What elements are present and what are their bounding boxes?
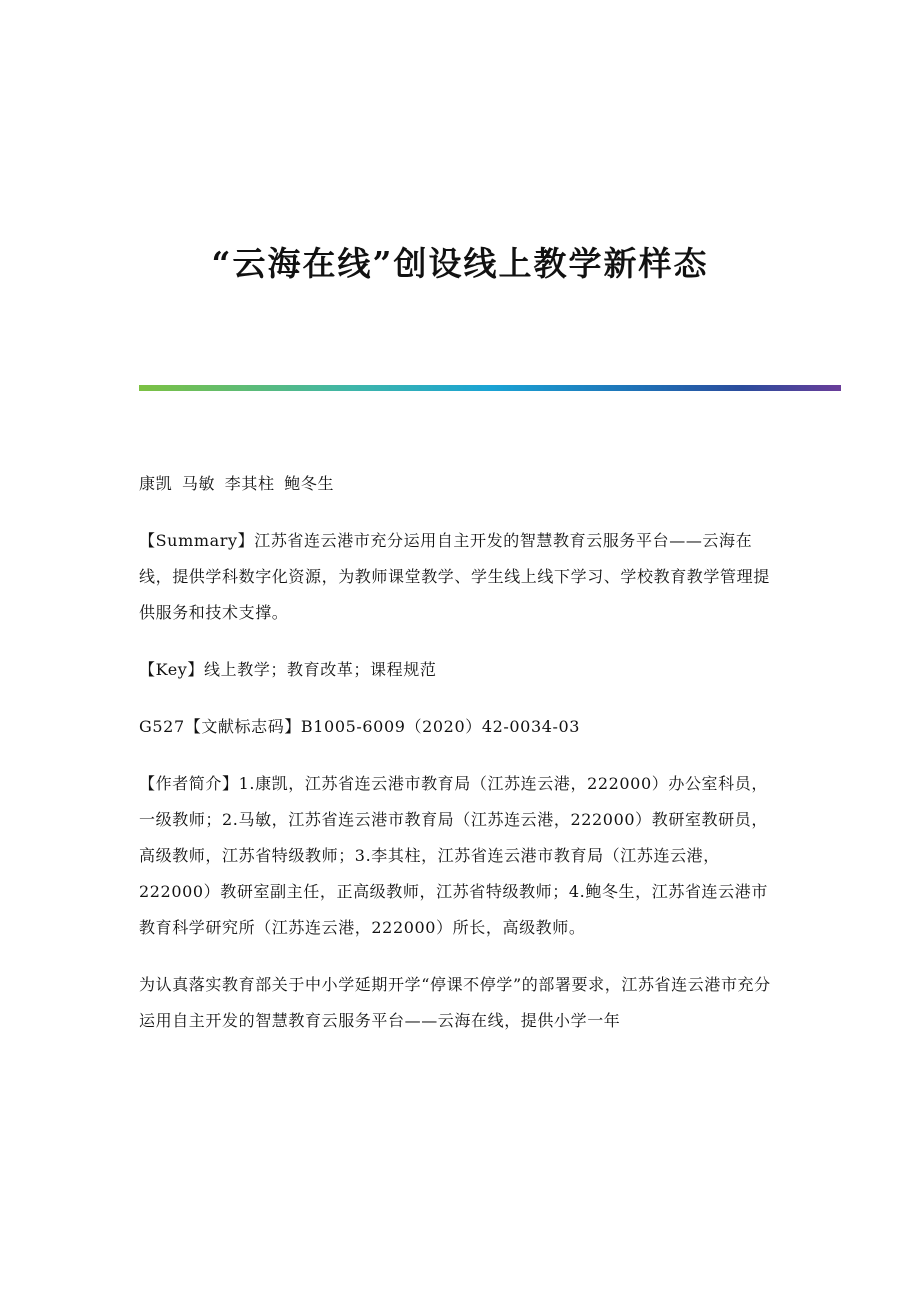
classification-line: G527【文献标志码】B1005-6009（2020）42-0034-03 [139,717,581,736]
document-body [139,466,781,1060]
author-list: 康凯 马敏 李其柱 鲍冬生 [139,474,335,493]
summary-paragraph: 【Summary】江苏省连云港市充分运用自主开发的智慧教育云服务平台——云海在线，提供学科数字化资源，为教师课堂教学、学生线上线下学习、学校教育教学管理提供服务和技术支撑。 [139,531,770,622]
author-introduction: 【作者简介】1.康凯，江苏省连云港市教育局（江苏连云港，222000）办公室科员，一级教师；2.马敏，江苏省连云港市教育局（江苏连云港，222000）教研室教研员，高级教师，江苏省特级教师；3.李其柱，江苏省连云港市教育局（江苏连云港，222000）教研室副主任，正高级教师，江苏省特级教师；4.鲍冬生，江苏省连云港市教育科学研究所（江苏连云港，222000）所长，高级教师。 [139,774,768,937]
title-divider [139,385,841,391]
document-title: “云海在线”创设线上教学新样态 [211,244,709,284]
body-paragraph: 为认真落实教育部关于中小学延期开学“停课不停学”的部署要求，江苏省连云港市充分运用自主开发的智慧教育云服务平台——云海在线，提供小学一年 [139,975,771,1030]
keywords-paragraph: 【Key】线上教学；教育改革；课程规范 [139,660,437,679]
